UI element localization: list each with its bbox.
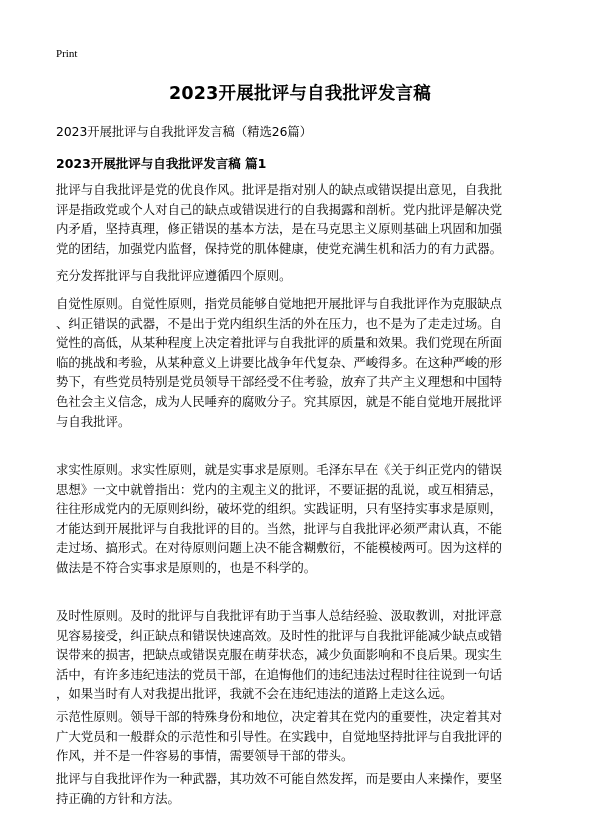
- paragraph-1: [56, 180, 546, 258]
- paragraph-line: 觉性的高低，从某种程度上决定着批评与自我批评的质量和效果。我们党现在所面: [56, 335, 503, 351]
- paragraph-line: 求实性原则。求实性原则，就是实事求是原则。毛泽东早在《关于纠正党内的错误: [56, 462, 503, 477]
- paragraph-6: [56, 707, 546, 766]
- paragraph-3: [56, 294, 546, 431]
- paragraph-line: 思想》一文中就曾指出：党内的主观主义的批评，不要证据的乱说，或互相猜忌，: [56, 481, 503, 497]
- paragraph-line: 示范性原则。领导干部的特殊身份和地位，决定着其在党内的重要性，决定着其对: [56, 709, 503, 724]
- paragraph-line: 临的挑战和考验，从某种意义上讲要比战争年代复杂、严峻得多。在这种严峻的形: [56, 354, 503, 370]
- paragraph-line: 充分发挥批评与自我批评应遵循四个原则。: [56, 268, 292, 283]
- paragraph-line: 做法是不符合实事求是原则的，也是不科学的。: [56, 559, 317, 575]
- paragraph-line: 批评与自我批评是党的优良作风。批评是指对别人的缺点或错误提出意见，自我批: [56, 182, 503, 197]
- section-heading: 2023开展批评与自我批评发言稿 篇1: [56, 156, 267, 171]
- paragraph-4: [56, 460, 546, 578]
- paragraph-line: 党的团结，加强党内监督，保持党的肌体健康，使党充满生机和活力的有力武器。: [56, 240, 503, 256]
- paragraph-line: 广大党员和一般群众的示范性和引导性。在实践中，自觉地坚持批评与自我批评的: [56, 728, 503, 744]
- paragraph-7: [56, 769, 546, 808]
- paragraph-line: 误带来的损害，把缺点或错误克服在萌芽状态，减少负面影响和不良后果。现实生: [56, 647, 503, 663]
- paragraph-2: [56, 266, 546, 286]
- paragraph-line: 内矛盾，坚持真理，修正错误的基本方法，是在马克思主义原则基础上巩固和加强: [56, 221, 503, 237]
- paragraph-line: 往往形成党内的无原则纠纷，破坏党的组织。实践证明，只有坚持实事求是原则，: [56, 501, 503, 517]
- print-link[interactable]: Print: [56, 48, 78, 60]
- paragraph-line: 及时性原则。及时的批评与自我批评有助于当事人总结经验、汲取教训，对批评意: [56, 608, 503, 623]
- paragraph-line: 走过场、搞形式。在对待原则问题上决不能含糊敷衍，不能模棱两可。因为这样的: [56, 540, 503, 556]
- paragraph-line: 持正确的方针和方法。: [56, 790, 180, 806]
- paragraph-line: 势下，有些党员特别是党员领导干部经受不住考验，放弃了共产主义理想和中国特: [56, 374, 503, 390]
- page-title: 2023开展批评与自我批评发言稿: [169, 84, 431, 104]
- document-subtitle: 2023开展批评与自我批评发言稿（精选26篇）: [56, 125, 312, 139]
- paragraph-line: 批评与自我批评作为一种武器，其功效不可能自然发挥，而是要由人来操作，要坚: [56, 771, 503, 786]
- paragraph-line: 评是指政党或个人对自己的缺点或错误进行的自我揭露和剖析。党内批评是解决党: [56, 201, 503, 217]
- paragraph-line: 与自我批评。: [56, 413, 131, 429]
- paragraph-line: 、纠正错误的武器，不是出于党内组织生活的外在压力，也不是为了走走过场。自: [56, 315, 503, 331]
- paragraph-line: ，如果当时有人对我提出批评，我就不会在违纪违法的道路上走这么远。: [56, 686, 453, 702]
- paragraph-line: 作风，并不是一件容易的事情，需要领导干部的带头。: [56, 748, 354, 764]
- paragraph-line: 见容易接受，纠正缺点和错误快速高效。及时性的批评与自我批评能减少缺点或错: [56, 627, 503, 643]
- paragraph-line: 自觉性原则。自觉性原则，指党员能够自觉地把开展批评与自我批评作为克服缺点: [56, 296, 503, 311]
- paragraph-line: 色社会主义信念，成为人民唾弃的腐败分子。究其原因，就是不能自觉地开展批评: [56, 393, 503, 409]
- paragraph-line: 活中，有许多违纪违法的党员干部，在追悔他们的违纪违法过程时往往说到一句话: [56, 666, 503, 682]
- paragraph-5: [56, 606, 546, 704]
- paragraph-line: 才能达到开展批评与自我批评的目的。当然，批评与自我批评必须严肃认真，不能: [56, 520, 503, 536]
